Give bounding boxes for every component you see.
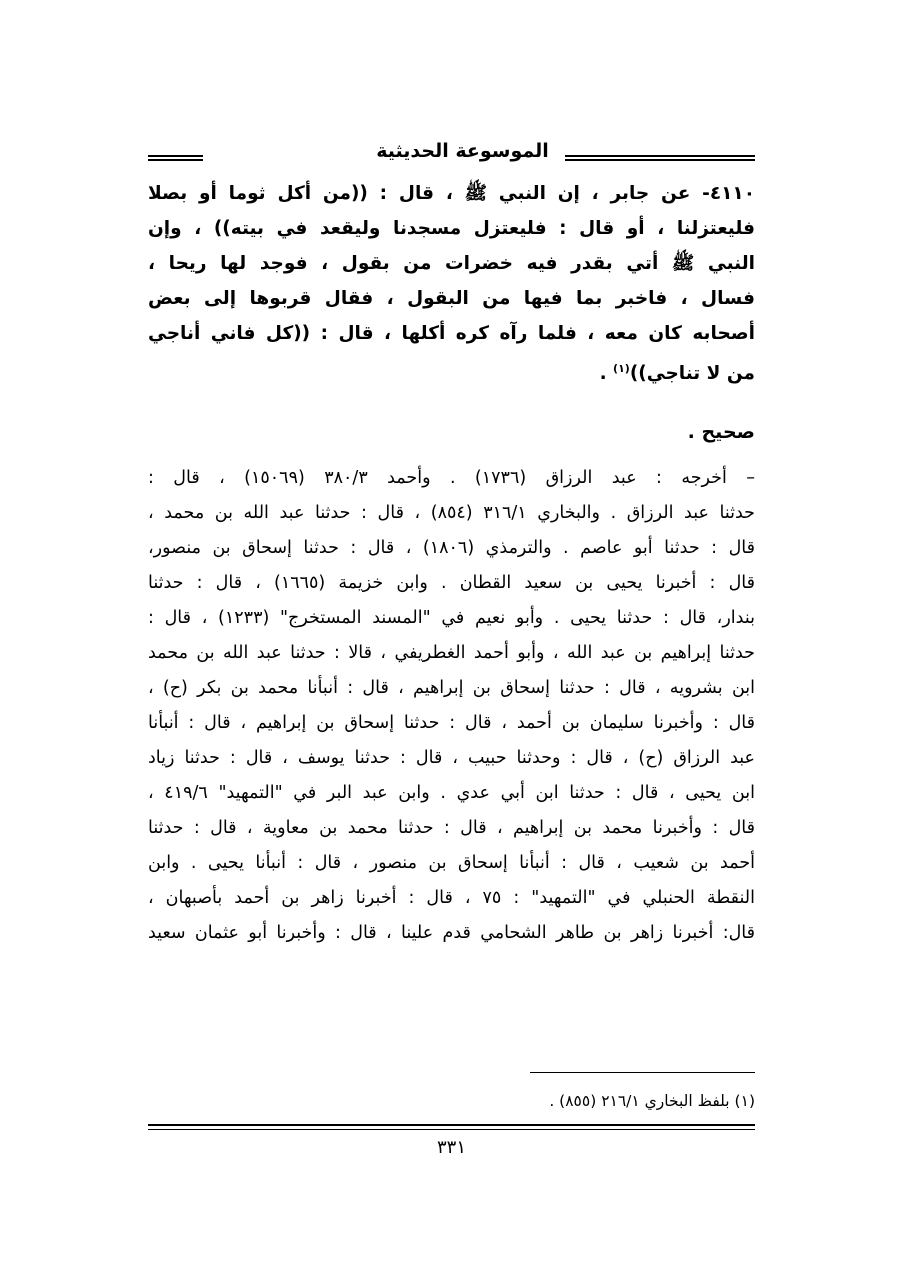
footnote-marker: (١) (613, 362, 630, 375)
body-line: – أخرجه : عبد الرزاق (١٧٣٦) . وأحمد ٣٨٠/٣ (١٥٠٦٩) ، قال : (148, 468, 756, 488)
header-rule-right (565, 155, 755, 161)
bottom-rule (148, 1124, 755, 1130)
hadith-line: من لا تناجي)) (629, 363, 755, 385)
body-line: عبد الرزاق (ح) ، قال : وحدثنا حبيب ، قال : حدثنا يوسف ، قال : حدثنا زياد (148, 748, 755, 768)
body-line: حدثنا عبد الرزاق . والبخاري ٣١٦/١ (٨٥٤) ، قال : حدثنا عبد الله بن محمد ، (148, 503, 756, 523)
hadith-text (148, 176, 755, 391)
body-line: قال: أخبرنا زاهر بن طاهر الشحامي قدم علينا ، قال : وأخبرنا أبو عثمان سعيد (148, 923, 755, 943)
footnote: (١) بلفظ البخاري ٢١٦/١ (٨٥٥) . (549, 1092, 755, 1110)
body-line: ابن يحيى ، قال : حدثنا ابن أبي عدي . وابن عبد البر في "التمهيد" ٤١٩/٦ ، (148, 783, 755, 803)
footnote-separator (530, 1072, 755, 1073)
hadith-end: . (599, 363, 614, 385)
takhrij-text (148, 461, 755, 951)
body-line: حدثنا إبراهيم بن عبد الله ، وأبو أحمد الغطريفي ، قالا : حدثنا عبد الله بن محمد (148, 643, 755, 663)
body-line: بندار، قال : حدثنا يحيى . وأبو نعيم في "المسند المستخرج" (١٢٣٣) ، قال : (148, 608, 755, 628)
body-line: ابن بشرويه ، قال : حدثنا إسحاق بن إبراهيم ، قال : أنبأنا محمد بن بكر (ح) ، (148, 678, 755, 698)
body-line: أحمد بن شعيب ، قال : أنبأنا إسحاق بن منصور ، قال : أنبأنا يحيى . وابن (148, 853, 755, 873)
body-line: قال : أخبرنا يحيى بن سعيد القطان . وابن خزيمة (١٦٦٥) ، قال : حدثنا (148, 573, 755, 593)
hadith-last-line (148, 351, 755, 391)
running-header (148, 140, 755, 170)
page-number: ٣٣١ (436, 1137, 466, 1158)
body-line: النقطة الحنبلي في "التمهيد" : ٧٥ ، قال : أخبرنا زاهر بن أحمد بأصبهان ، (148, 888, 755, 908)
body-line: قال : وأخبرنا محمد بن إبراهيم ، قال : حدثنا محمد بن معاوية ، قال : حدثنا (148, 818, 755, 838)
hadith-line: ٤١١٠- عن جابر ، إن النبي ﷺ ، قال : ((من أكل ثوما أو بصلا (148, 183, 755, 204)
hadith-line: النبي ﷺ أتي بقدر فيه خضرات من بقول ، فوجد لها ريحا ، (148, 253, 755, 274)
header-title: الموسوعة الحديثية (376, 140, 549, 162)
hadith-line: فليعتزلنا ، أو قال : فليعتزل مسجدنا وليقعد في بيته)) ، وإن (148, 218, 755, 239)
hadith-grade: صحيح . (687, 421, 755, 443)
body-line: قال : حدثنا أبو عاصم . والترمذي (١٨٠٦) ، قال : حدثنا إسحاق بن منصور، (148, 538, 755, 558)
hadith-line: أصحابه كان معه ، فلما رآه كره أكلها ، قال : ((كل فاني أناجي (148, 323, 755, 344)
hadith-line: فسال ، فاخبر بما فيها من البقول ، فقال قربوها إلى بعض (148, 288, 755, 309)
body-line: قال : وأخبرنا سليمان بن أحمد ، قال : حدثنا إسحاق بن إبراهيم ، قال : أنبأنا (148, 713, 755, 733)
header-rule-left (148, 155, 203, 161)
